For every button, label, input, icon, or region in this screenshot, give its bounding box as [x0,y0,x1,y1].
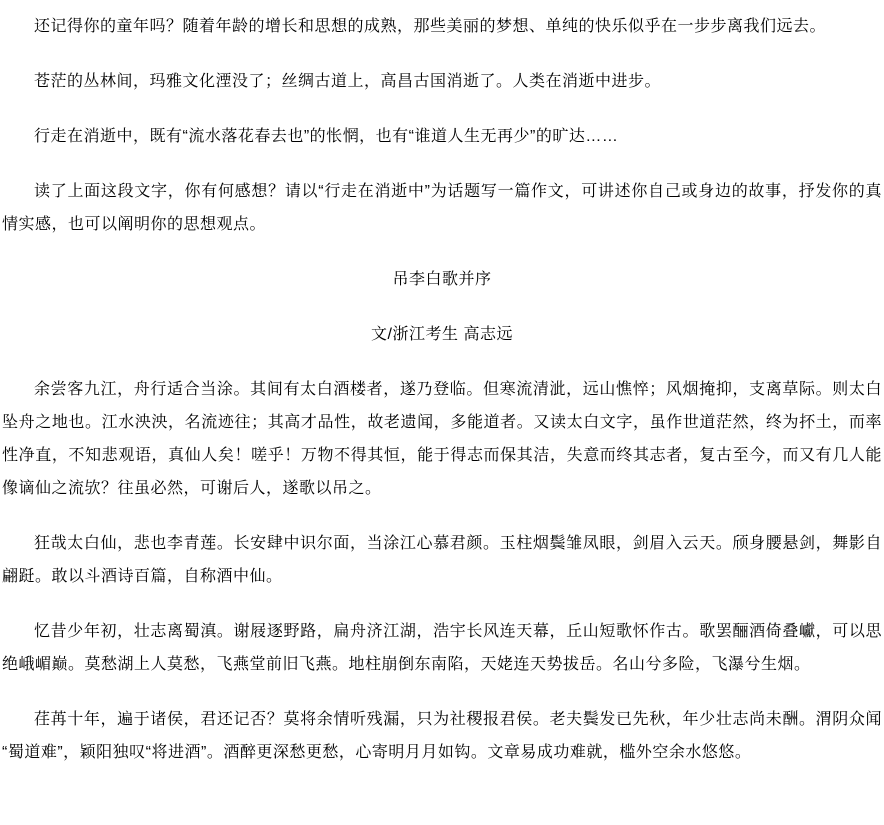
prompt-paragraph-2: 苍茫的丛林间，玛雅文化湮没了；丝绸古道上，高昌古国消逝了。人类在消逝中进步。 [34,73,662,90]
prompt-paragraph-3: 行走在消逝中，既有“流水落花春去也”的怅惘，也有“谁道人生无再少”的旷达…… [34,128,619,145]
essay-paragraph-2: 狂哉太白仙，悲也李青莲。长安肆中识尔面，当涂江心慕君颜。玉柱烟鬓雏凤眼，剑眉入云天。颀身腰悬剑，舞影自翩跹。敢以斗酒诗百篇，自称酒中仙。 [2,535,882,585]
essay-paragraph-3: 忆昔少年初，壮志离蜀滇。谢屐逐野路，扁舟济江湖，浩宇长风连天幕，丘山短歌怀作古。歌罢酾酒倚叠巘，可以思绝峨嵋巅。莫愁湖上人莫愁，飞燕堂前旧飞燕。地柱崩倒东南陷，天姥连天势拔岳。名山兮多险，飞瀑兮生烟。 [2,623,882,673]
prompt-paragraph-1: 还记得你的童年吗？随着年龄的增长和思想的成熟，那些美丽的梦想、单纯的快乐似乎在一步步离我们远去。 [34,18,827,35]
essay-paragraph-4: 荏苒十年，遍于诸侯，君还记否？莫将余情听残漏，只为社稷报君侯。老夫鬓发已先秋，年少壮志尚未酬。渭阴众闻“蜀道难”，颖阳独叹“将进酒”。酒醉更深愁更愁，心寄明月月如钩。文章易成功难就，槛外空余水悠悠。 [2,711,882,761]
essay-byline: 文/浙江考生 高志远 [371,326,513,343]
essay-title: 吊李白歌并序 [392,271,492,288]
essay-paragraph-1: 余尝客九江，舟行适合当涂。其间有太白酒楼者，遂乃登临。但寒流清泚，远山憔悴；风烟掩抑，支离草际。则太白坠舟之地也。江水泱泱，名流迹往；其高才品性，故老遗闻，多能道者。又读太白文字，虽作世道茫然，终为抔土，而率性净直，不知悲观语，真仙人矣！嗟乎！万物不得其恒，能于得志而保其洁，失意而终其志者，复古至今，而又有几人能像谪仙之流欤？往虽必然，可谢后人，遂歌以吊之。 [2,381,882,497]
prompt-paragraph-4: 读了上面这段文字，你有何感想？请以“行走在消逝中”为话题写一篇作文，可讲述你自己或身边的故事，抒发你的真情实感，也可以阐明你的思想观点。 [2,183,882,233]
